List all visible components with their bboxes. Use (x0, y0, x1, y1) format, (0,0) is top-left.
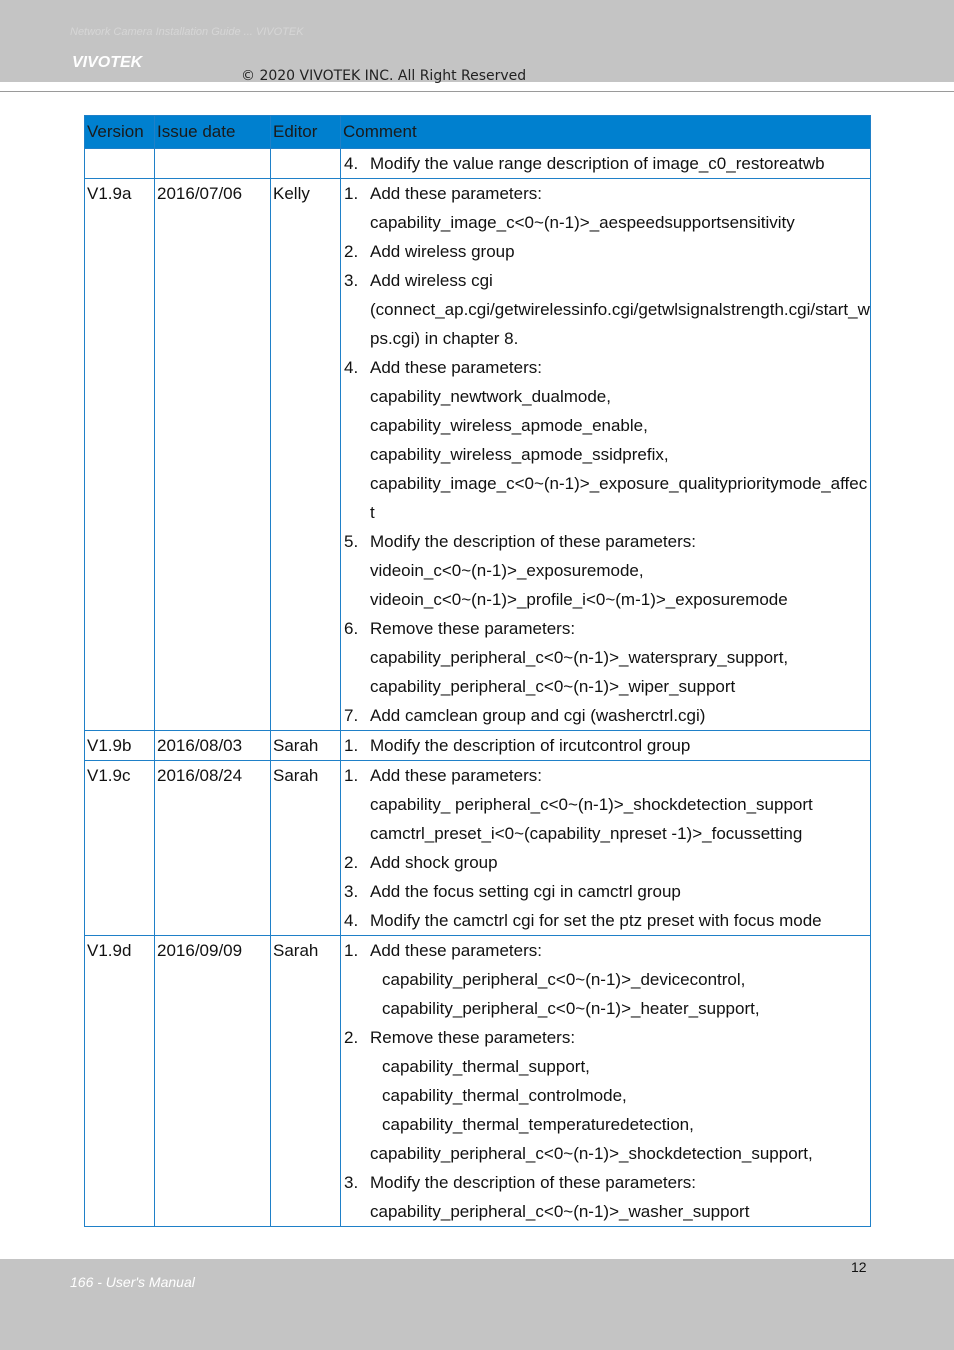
list-item (343, 614, 870, 701)
table-header-row (85, 116, 871, 149)
list-item-text: Add these parameters: (370, 941, 542, 960)
list-item-text: Modify the description of these parameters: (370, 532, 696, 551)
list-item (343, 731, 870, 760)
list-item (343, 353, 870, 527)
comment-list (343, 731, 870, 760)
list-item-number: 3. (344, 1173, 359, 1192)
list-item-text: Modify the value range description of image_c0_restoreatwb (370, 154, 825, 173)
cell-editor (271, 149, 341, 179)
comment-list (343, 149, 870, 178)
cell-editor: Sarah (271, 761, 341, 936)
cell-version (85, 149, 155, 179)
list-item-text: Remove these parameters: (370, 619, 576, 638)
header-divider (0, 91, 954, 92)
cell-version: V1.9c (85, 761, 155, 936)
brand-logo-text: VIVOTEK (72, 54, 143, 71)
list-item-continuation: capability_ peripheral_c<0~(n-1)>_shockdetection_support (370, 795, 813, 814)
list-item (343, 906, 870, 935)
header-editor: Editor (271, 116, 341, 149)
list-item-number: 3. (344, 882, 359, 901)
list-item-number: 5. (344, 532, 359, 551)
list-item-continuation: capability_peripheral_c<0~(n-1)>_devicecontrol, (382, 970, 746, 989)
list-item-number: 2. (344, 242, 359, 261)
page-footer (0, 1259, 954, 1350)
list-item-number: 3. (344, 271, 359, 290)
list-item-continuation: capability_wireless_apmode_ssidprefix, (370, 445, 669, 464)
table-row (85, 761, 871, 936)
list-item-number: 4. (344, 911, 359, 930)
list-item-text: Add shock group (370, 853, 498, 872)
cell-comment (341, 731, 871, 761)
cell-issue-date: 2016/07/06 (155, 179, 271, 731)
list-item (343, 237, 870, 266)
list-item-continuation: capability_image_c<0~(n-1)>_aespeedsupportsensitivity (370, 213, 795, 232)
list-item (343, 1168, 870, 1226)
list-item-continuation: videoin_c<0~(n-1)>_profile_i<0~(m-1)>_exposuremode (370, 590, 788, 609)
revision-history-table (84, 115, 871, 1227)
list-item (343, 848, 870, 877)
list-item-number: 4. (344, 154, 359, 173)
list-item-text: Modify the camctrl cgi for set the ptz preset with focus mode (370, 911, 822, 930)
list-item-text: Add wireless group (370, 242, 515, 261)
cell-editor: Sarah (271, 731, 341, 761)
list-item-text: Modify the description of ircutcontrol group (370, 736, 691, 755)
list-item-continuation: capability_thermal_support, (382, 1057, 590, 1076)
cell-comment (341, 936, 871, 1227)
list-item-continuation: capability_peripheral_c<0~(n-1)>_washer_support (370, 1202, 750, 1221)
cell-version: V1.9d (85, 936, 155, 1227)
cell-version: V1.9b (85, 731, 155, 761)
list-item-number: 4. (344, 358, 359, 377)
cell-comment (341, 149, 871, 179)
cell-editor: Kelly (271, 179, 341, 731)
comment-list (343, 936, 870, 1226)
cell-issue-date: 2016/08/24 (155, 761, 271, 936)
header-faded-text: Network Camera Installation Guide ... VIVOTEK (70, 26, 304, 38)
comment-list (343, 179, 870, 730)
table-row (85, 936, 871, 1227)
list-item-continuation: videoin_c<0~(n-1)>_exposuremode, (370, 561, 644, 580)
list-item-text: Add camclean group and cgi (washerctrl.cgi) (370, 706, 706, 725)
comment-list (343, 761, 870, 935)
list-item-continuation: capability_newtwork_dualmode, (370, 387, 611, 406)
list-item-text: Remove these parameters: (370, 1028, 576, 1047)
list-item-number: 1. (344, 184, 359, 203)
list-item-text: Add these parameters: (370, 358, 542, 377)
table-row (85, 149, 871, 179)
list-item-number: 2. (344, 853, 359, 872)
table-row (85, 179, 871, 731)
list-item-continuation: capability_peripheral_c<0~(n-1)>_shockdetection_support, (370, 1144, 813, 1163)
list-item-text: Add these parameters: (370, 184, 542, 203)
list-item (343, 877, 870, 906)
list-item-continuation: capability_peripheral_c<0~(n-1)>_wiper_support (370, 677, 736, 696)
list-item (343, 527, 870, 614)
list-item-continuation: capability_wireless_apmode_enable, (370, 416, 648, 435)
cell-issue-date: 2016/08/03 (155, 731, 271, 761)
list-item-number: 6. (344, 619, 359, 638)
list-item-number: 7. (344, 706, 359, 725)
list-item (343, 761, 870, 848)
list-item-continuation: capability_peripheral_c<0~(n-1)>_heater_support, (382, 999, 760, 1018)
list-item-number: 2. (344, 1028, 359, 1047)
list-item (343, 1023, 870, 1168)
list-item (343, 179, 870, 237)
list-item-continuation: capability_peripheral_c<0~(n-1)>_watersprary_support, (370, 648, 789, 667)
list-item (343, 936, 870, 1023)
list-item-text: Add these parameters: (370, 766, 542, 785)
page-number: 12 (851, 1259, 867, 1275)
list-item (343, 149, 870, 178)
list-item-number: 1. (344, 736, 359, 755)
list-item-text: Add the focus setting cgi in camctrl group (370, 882, 681, 901)
table-row (85, 731, 871, 761)
cell-editor: Sarah (271, 936, 341, 1227)
cell-comment (341, 761, 871, 936)
cell-version: V1.9a (85, 179, 155, 731)
list-item-continuation: capability_image_c<0~(n-1)>_exposure_qualityprioritymode_affect (370, 474, 868, 522)
cell-issue-date: 2016/09/09 (155, 936, 271, 1227)
list-item-number: 1. (344, 941, 359, 960)
list-item (343, 266, 870, 353)
cell-issue-date (155, 149, 271, 179)
list-item-continuation: capability_thermal_controlmode, (382, 1086, 627, 1105)
copyright-notice: © 2020 VIVOTEK INC. All Right Reserved (241, 68, 527, 84)
list-item (343, 701, 870, 730)
manual-page-label: 166 - User's Manual (70, 1274, 195, 1290)
list-item-continuation: (connect_ap.cgi/getwirelessinfo.cgi/getwlsignalstrength.cgi/start_wps.cgi) in chapter 8. (370, 300, 870, 348)
header-version: Version (85, 116, 155, 149)
list-item-text: Modify the description of these parameters: (370, 1173, 696, 1192)
cell-comment (341, 179, 871, 731)
header-issue-date: Issue date (155, 116, 271, 149)
header-comment: Comment (341, 116, 871, 149)
list-item-text: Add wireless cgi (370, 271, 493, 290)
list-item-continuation: camctrl_preset_i<0~(capability_npreset -1)>_focussetting (370, 824, 803, 843)
list-item-number: 1. (344, 766, 359, 785)
list-item-continuation: capability_thermal_temperaturedetection, (382, 1115, 694, 1134)
